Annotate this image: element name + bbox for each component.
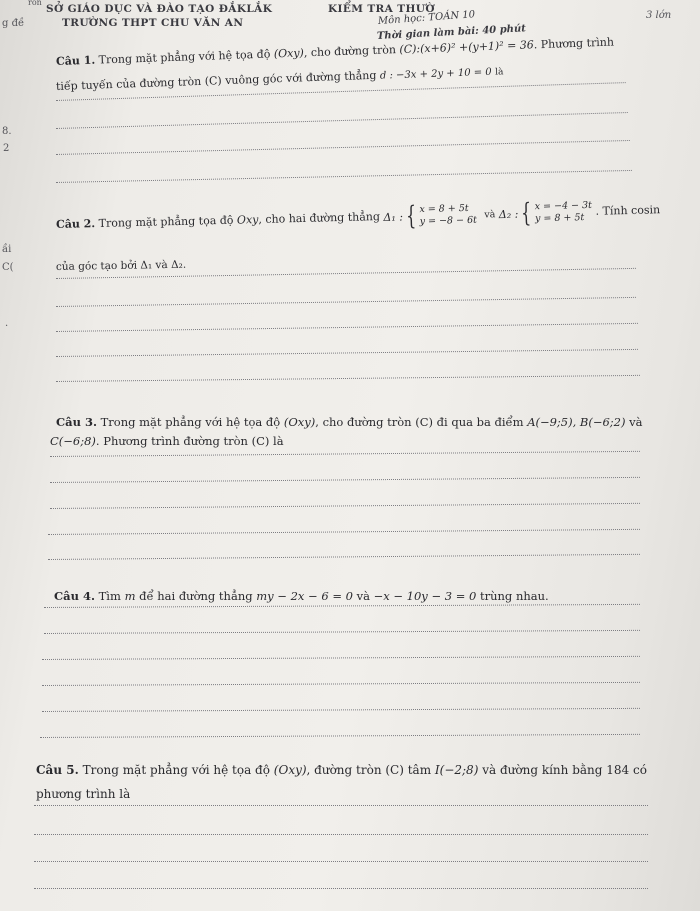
brace-icon: { [521, 198, 532, 229]
question-text: , cho đường tròn (C) đi qua ba điểm [315, 415, 524, 429]
question-text: Trong mặt phẳng với hệ tọa độ [100, 415, 281, 429]
line-name: Δ₁ : [383, 210, 404, 224]
answer-line[interactable] [34, 888, 648, 889]
coordinate-system: (Oxy) [273, 763, 307, 777]
question-text: Tìm [98, 589, 121, 603]
question-2-line-1 [56, 198, 661, 237]
question-label: Câu 5. [36, 763, 79, 777]
points: A(−9;5), B(−6;2) [527, 415, 626, 429]
answer-line[interactable] [56, 297, 636, 307]
question-text: và [356, 589, 370, 603]
answer-line[interactable] [50, 451, 640, 457]
answer-line[interactable] [56, 323, 638, 332]
answer-line[interactable] [42, 682, 640, 686]
subject-line: Môn học: TOÁN 10 [377, 9, 476, 27]
question-text: để hai đường thẳng [139, 589, 253, 603]
question-text: Trong mặt phẳng tọa độ [98, 213, 234, 230]
question-text: trùng nhau. [480, 589, 549, 603]
point-c: C(−6;8) [50, 434, 96, 448]
answer-line[interactable] [56, 112, 628, 129]
question-text: , cho đường tròn [303, 43, 397, 60]
coordinate-system: (Oxy) [283, 415, 316, 429]
answer-line[interactable] [48, 554, 640, 560]
question-text: là [495, 67, 504, 78]
question-label: Câu 4. [54, 589, 95, 603]
answer-line[interactable] [42, 708, 640, 712]
question-text: và đường kính bằng 184 có [482, 763, 647, 777]
coordinate-system: Oxy [236, 213, 259, 227]
answer-line[interactable] [50, 503, 640, 509]
margin-mark: . [5, 318, 9, 329]
question-text: và [484, 209, 496, 221]
parametric-system [535, 200, 593, 225]
question-3-line-2 [50, 435, 284, 448]
circle-equation: (C):(x+6)² +(y+1)² = 36 [399, 38, 535, 57]
line-name: Δ₂ : [498, 207, 519, 221]
question-text: Trong mặt phẳng với hệ tọa độ [82, 763, 270, 777]
answer-line[interactable] [56, 170, 632, 183]
answer-line[interactable] [50, 477, 640, 483]
answer-line[interactable] [56, 349, 638, 357]
question-text: Trong mặt phẳng với hệ tọa độ [98, 47, 271, 67]
parametric-row: x = −4 − 3t [534, 199, 593, 213]
circle-center: I(−2;8) [434, 763, 479, 777]
answer-line[interactable] [34, 805, 648, 806]
line-equation: −x − 10y − 3 = 0 [373, 589, 477, 603]
answer-line[interactable] [40, 734, 640, 738]
answer-line[interactable] [44, 604, 640, 608]
margin-mark: ầi [2, 244, 12, 255]
header-top-fragment: ron [28, 0, 42, 7]
margin-mark: 8. [2, 126, 12, 137]
answer-line[interactable] [34, 861, 648, 862]
header-left-fragment: g đề [2, 18, 25, 29]
question-5-line-1 [36, 764, 647, 777]
question-1-line-1 [56, 36, 614, 68]
question-label: Câu 3. [56, 415, 97, 429]
question-text: , đường tròn (C) tâm [306, 763, 432, 777]
line-delta-2 [498, 198, 593, 229]
answer-line[interactable] [44, 630, 640, 634]
coordinate-system: (Oxy) [273, 46, 305, 61]
line-equation: d : −3x + 2y + 10 = 0 [379, 66, 492, 82]
question-1-line-2 [56, 64, 504, 95]
brace-icon: { [405, 201, 417, 232]
parameter-m: m [124, 589, 136, 603]
question-text: . Phương trình đường tròn (C) là [95, 434, 284, 448]
margin-mark: C( [2, 262, 14, 273]
question-text: , cho hai đường thẳng [258, 210, 381, 227]
margin-mark: 2 [3, 143, 10, 154]
parametric-row: y = 8 + 5t [534, 212, 585, 225]
question-text: . Phương trình [533, 35, 615, 52]
answer-line[interactable] [48, 529, 640, 535]
answer-line[interactable] [34, 834, 648, 835]
question-3-line-1 [56, 416, 643, 429]
question-4-line-1 [54, 590, 549, 603]
answer-line[interactable] [56, 375, 640, 382]
school-name: TRƯỜNG THPT CHU VĂN AN [62, 17, 244, 29]
parametric-row: x = 8 + 5t [419, 202, 469, 216]
question-5-line-2: phương trình là [36, 787, 131, 801]
department-name: SỞ GIÁO DỤC VÀ ĐÀO TẠO ĐẮKLẮK [46, 3, 273, 15]
line-delta-1 [383, 201, 478, 232]
question-label: Câu 1. [55, 53, 96, 68]
parametric-system [419, 203, 477, 228]
parametric-row: y = −8 − 6t [419, 214, 478, 228]
exam-title: KIỂM TRA THƯỜ [328, 3, 435, 15]
time-line: Thời gian làm bài: 40 phút [376, 23, 527, 42]
question-label: Câu 2. [55, 217, 96, 231]
question-text: tiếp tuyến của đường tròn (C) vuông góc với đường thẳng [55, 68, 377, 93]
question-text: . Tính cosin [595, 203, 661, 218]
question-2-line-2: của góc tạo bởi Δ₁ và Δ₂. [55, 258, 187, 273]
line-equation: my − 2x − 6 = 0 [256, 589, 353, 603]
answer-line[interactable] [56, 140, 630, 155]
question-text: và [629, 415, 643, 429]
header-right-fragment: 3 lớn [646, 10, 672, 21]
answer-line[interactable] [42, 656, 640, 660]
